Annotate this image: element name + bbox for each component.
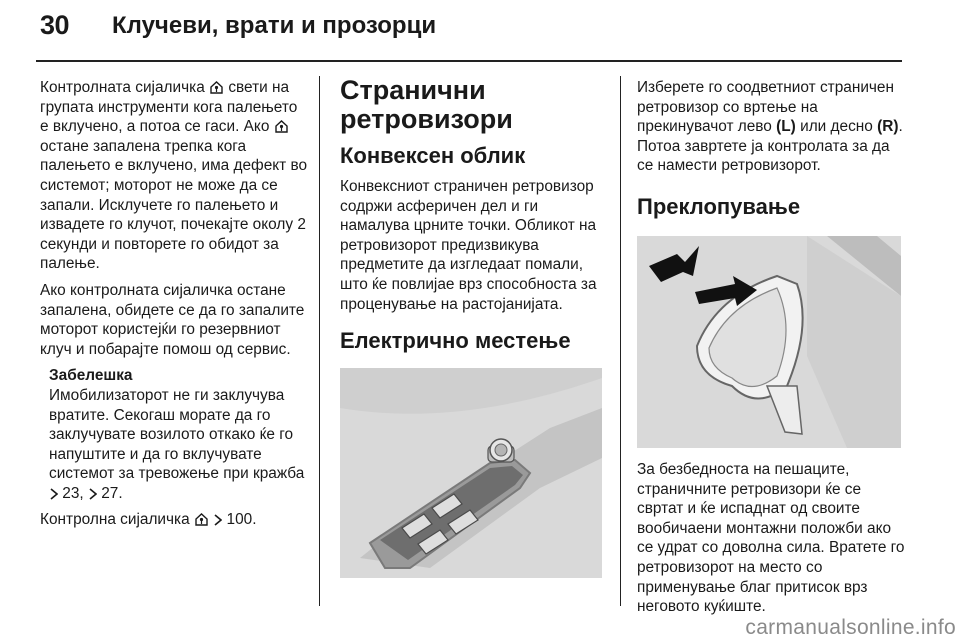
right-label: (R) bbox=[877, 118, 899, 136]
page-reference-arrow-icon bbox=[49, 488, 58, 500]
page-header bbox=[0, 0, 960, 58]
column-divider-2 bbox=[620, 76, 621, 606]
reference-link[interactable]: 100. bbox=[226, 511, 257, 529]
immobilizer-key-icon bbox=[194, 513, 209, 526]
door-switch-illustration bbox=[340, 368, 602, 578]
column-divider-1 bbox=[319, 76, 320, 606]
subheading-folding: Преклопување bbox=[637, 193, 801, 219]
page-reference-arrow-icon bbox=[88, 488, 97, 500]
text-segment: или десно bbox=[800, 118, 873, 136]
paragraph-adjust bbox=[637, 78, 905, 176]
column-left bbox=[40, 78, 308, 537]
page-reference-arrow-icon bbox=[213, 514, 222, 526]
subheading-convex: Конвексен облик bbox=[340, 143, 526, 168]
note-box bbox=[49, 366, 308, 503]
subheading-electric: Електрично местење bbox=[340, 328, 571, 354]
text-segment: Контролната сијаличка bbox=[40, 79, 205, 96]
paragraph-indicator bbox=[40, 78, 308, 274]
column-right bbox=[637, 78, 905, 624]
note-title: Забелешка bbox=[49, 367, 133, 385]
text-segment: свети на групата инструменти кога палењето е вклучено, а потоа се гаси. Ако bbox=[40, 79, 298, 136]
page-number: 30 bbox=[40, 10, 70, 40]
note-text: Имобилизаторот не ги заклучува вратите. Секогаш морате да го заклучувате возилото откако ќе го напуштите и да го вклучувате системот за тревожење при кражба bbox=[49, 386, 305, 483]
paragraph-convex: Конвексниот страничен ретровизор содржи асферичен дел и ги намалува црните точки. Обликот на ретровизорот предизвикува предметите да изгледаат помали, што ќе повлијае врз способноста за проценување на растојанијата. bbox=[340, 178, 597, 313]
reference-link[interactable]: 27. bbox=[101, 484, 123, 502]
text-segment: . Потоа завртете ја контролата за да се намести ретровизорот. bbox=[637, 118, 903, 175]
paragraph-folding: За безбедноста на пешаците, страничните ретровизори ќе се свртат и ќе испаднат од своите вообичаени монтажни положби ако се удрат со доволна сила. Вратете го ретровизорот на место со применување благ притисок врз неговото куќиште. bbox=[637, 460, 905, 616]
mirror-folding-illustration bbox=[637, 236, 901, 448]
page-title: Клучеви, врати и прозорци bbox=[112, 12, 437, 39]
left-label: (L) bbox=[776, 118, 796, 136]
paragraph-indicator-lit: Ако контролната сијаличка остане запалена, обидете се да го запалите моторот користејќи го резервниот клуч и побарајте помош од сервис. bbox=[40, 281, 305, 358]
text-segment: Контролна сијаличка bbox=[40, 511, 190, 529]
immobilizer-key-icon bbox=[209, 81, 224, 94]
paragraph-reference bbox=[40, 510, 308, 530]
immobilizer-key-icon bbox=[274, 120, 289, 133]
reference-link[interactable]: 23, bbox=[62, 484, 84, 502]
section-heading: Странични ретровизори bbox=[340, 75, 513, 134]
column-middle bbox=[340, 76, 608, 578]
text-segment: Изберете го соодветниот страничен ретровизор со вртење на прекинувачот лево bbox=[637, 79, 894, 136]
watermark-text: carmanualsonline.info bbox=[745, 616, 956, 639]
text-segment: остане запалена трепка кога палењето е вклучено, има дефект во системот; моторот не може да се запали. Исклучете го палењето и извадете го клучот, почекајте околу 2 секунди и повторете го обидот за палење. bbox=[40, 137, 308, 273]
header-divider bbox=[36, 60, 902, 62]
